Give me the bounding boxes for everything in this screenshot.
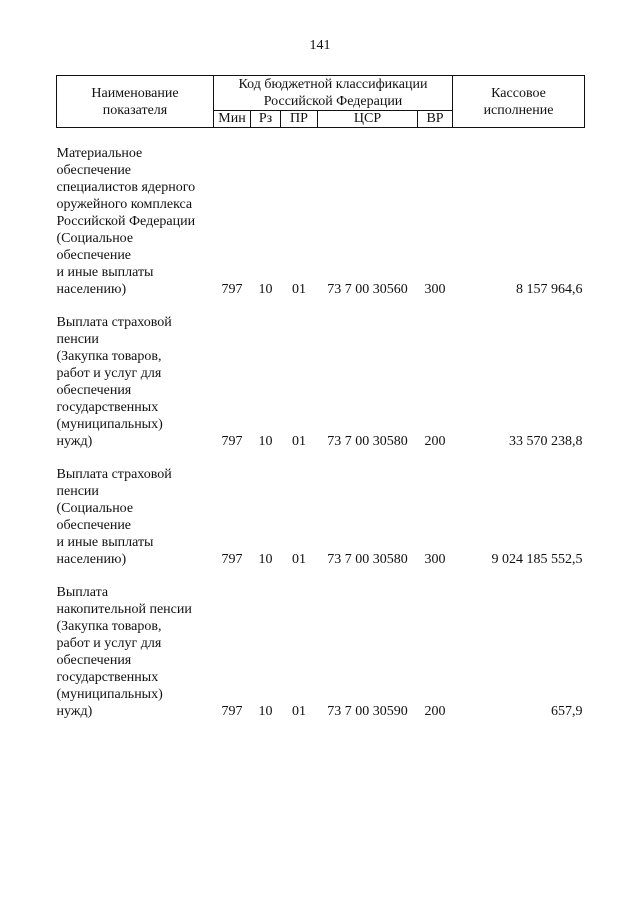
budget-table <box>56 75 585 720</box>
row-csr: 73 7 00 30560 <box>327 282 408 297</box>
row-vr: 300 <box>424 282 446 297</box>
row-name: Материальное обеспечение специалистов ядерного оружейного комплекса Российской Федерации (Социальное обеспечение и иные выплаты населению) <box>56 146 196 297</box>
table-row <box>57 568 585 720</box>
row-rz: 10 <box>258 282 273 297</box>
header-budget-code: Код бюджетной классификации Российской Федерации <box>214 76 453 111</box>
header-rz: Рз <box>251 111 281 128</box>
row-csr: 73 7 00 30580 <box>327 434 408 449</box>
table-row <box>57 298 585 450</box>
row-vr: 200 <box>424 434 446 449</box>
row-rz: 10 <box>258 552 273 567</box>
table-header <box>57 76 585 128</box>
row-rz: 10 <box>258 704 273 719</box>
row-amount: 657,9 <box>551 704 583 719</box>
row-amount: 9 024 185 552,5 <box>491 552 583 567</box>
table-row <box>57 128 585 299</box>
header-pr: ПР <box>281 111 318 128</box>
row-name: Выплата страховой пенсии (Социальное обеспечение и иные выплаты населению) <box>56 467 172 567</box>
row-pr: 01 <box>292 282 306 297</box>
row-name: Выплата страховой пенсии (Закупка товаров, работ и услуг для обеспечения государственных (муниципальных) нужд) <box>56 315 172 449</box>
header-indicator-name: Наименование показателя <box>57 76 214 128</box>
row-vr: 200 <box>424 704 446 719</box>
table-row <box>57 450 585 568</box>
row-csr: 73 7 00 30590 <box>327 704 408 719</box>
row-min: 797 <box>221 704 243 719</box>
header-cash-execution: Кассовое исполнение <box>453 76 585 128</box>
row-min: 797 <box>221 282 243 297</box>
table-body <box>57 128 585 721</box>
header-csr: ЦСР <box>318 111 418 128</box>
row-csr: 73 7 00 30580 <box>327 552 408 567</box>
row-vr: 300 <box>424 552 446 567</box>
row-amount: 8 157 964,6 <box>516 282 583 297</box>
row-pr: 01 <box>292 434 306 449</box>
row-pr: 01 <box>292 552 306 567</box>
row-amount: 33 570 238,8 <box>509 434 583 449</box>
header-min: Мин <box>214 111 251 128</box>
page-number: 141 <box>309 38 331 53</box>
row-pr: 01 <box>292 704 306 719</box>
row-rz: 10 <box>258 434 273 449</box>
row-min: 797 <box>221 552 243 567</box>
row-name: Выплата накопительной пенсии (Закупка товаров, работ и услуг для обеспечения государственных (муниципальных) нужд) <box>56 585 192 719</box>
header-vr: ВР <box>418 111 453 128</box>
row-min: 797 <box>221 434 243 449</box>
